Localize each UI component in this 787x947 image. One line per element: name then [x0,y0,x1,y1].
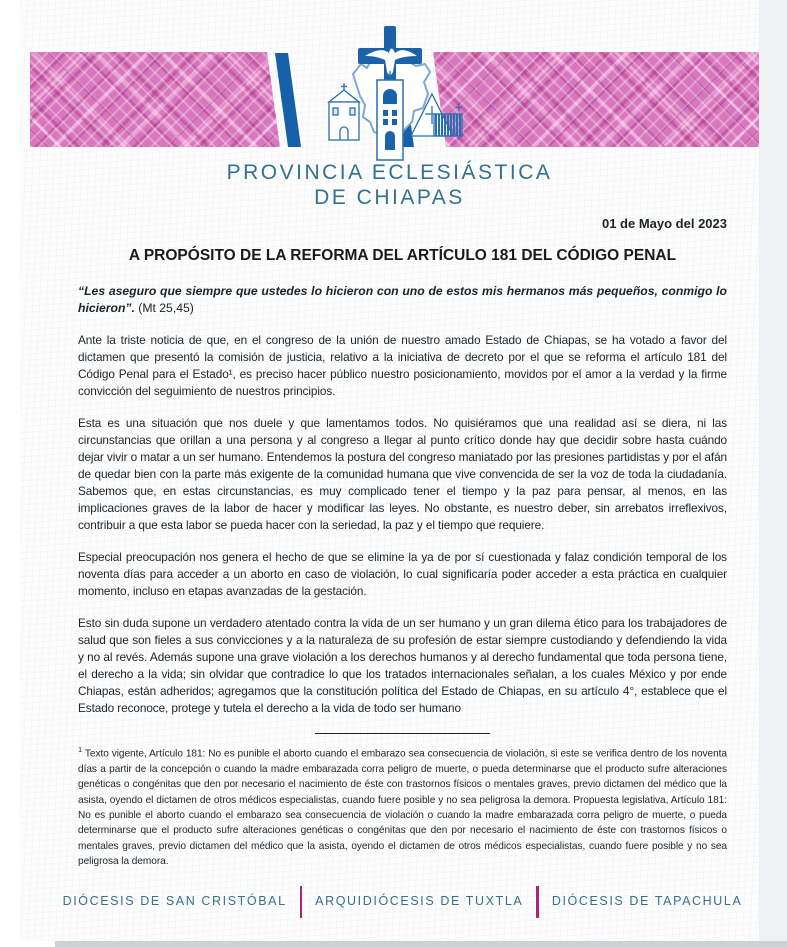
org-name-line2: DE CHIAPAS [314,186,465,209]
org-wordmark [20,160,759,210]
footer-separator-bar [300,886,303,918]
textile-band-left [30,52,280,147]
provincia-eclesiastica-logo [315,22,465,167]
quote-text: “Les aseguro que siempre que ustedes lo hicieron con uno de estos mis hermanos más pequeños, conmigo lo hicieron”. [78,284,727,315]
document-title: A PROPÓSITO DE LA REFORMA DEL ARTÍCULO 181 DEL CÓDIGO PENAL [128,247,677,264]
paragraph-block [78,332,727,717]
body-paragraph-2: Esta es una situación que nos duele y que lamentamos todos. No quisiéramos que una realidad así se diera, ni las circunstancias que orillan a una persona y al congreso a llegar al punto crítico donde hay que decidir sobre hasta cuándo dejar vivir o matar a un ser humano. Entendemos la postura del congreso maniatado por las presiones partidistas y por el afán de quedar bien con la parte más exigente de la comunidad humana que vive convencida de ser la voz de toda la ciudadanía. Sabemos que, en estas circunstancias, es muy complicado tener el tiempo y la paz para pensar, al menos, en las implicaciones graves de la labor de hacer y modificar las leyes. No obstante, es nuestro deber, sin arrebatos irreflexivos, contribuir a que esta labor se pueda hacer con la seriedad, la paz y el tiempo que requiere. [78,416,727,532]
diocese-san-cristobal: DIÓCESIS DE SAN CRISTÓBAL [62,893,287,908]
document-body [62,216,743,918]
body-paragraph-4: Esto sin duda supone un verdadero atentado contra la vida de un ser humano y un gran dilema ético para los trabajadores de salud que son fieles a sus convicciones y a la naturaleza de su profesión de estar siempre custodiando y defendiendo la vida y no al revés. Además supone una grave violación a los derechos humanos y al derecho fundamental que toda persona tiene, el derecho a la vida; sin olvidar que contradice lo que los tratados internacionales señalan, a los cuales México y por ende Chiapas, están adheridos; agregamos que la constitución política del Estado de Chiapas, en su artículo 4°, establece que el Estado reconoce, protege y tutela el derecho a la vida de todo ser humano [78,616,727,715]
scripture-quote [78,283,727,317]
footnote [78,742,727,870]
arquidiocesis-tuxtla: ARQUIDIÓCESIS DE TUXTLA [315,893,524,908]
document-page [20,0,759,941]
footer-separator-bar [536,886,539,918]
footnote-separator [315,733,490,734]
body-paragraph-3: Especial preocupación nos genera el hecho de que se elimine la ya de por sí cuestionada y falaz condición temporal de los noventa días para acceder a un aborto en caso de violación, lo cual significaría poder acceder a esta práctica en cualquier momento, incluso en etapas avanzadas de la gestación. [78,550,727,598]
org-name-line1: PROVINCIA ECLESIÁSTICA [226,161,553,184]
tower-icon [377,71,403,160]
document-date: 01 de Mayo del 2023 [601,216,727,231]
blue-accent-bar-left [275,53,301,147]
quote-citation: (Mt 25,45) [138,301,194,315]
diocese-tapachula: DIÓCESIS DE TAPACHULA [551,893,743,908]
page-right-gutter [759,0,787,947]
footnote-text: Texto vigente, Artículo 181: No es punible el aborto cuando el embarazo sea consecuencia de violación, si este se verifica dentro de los noventa días a partir de la concepción o cuando la madre embarazada corra peligro de muerte, o pueda determinarse que el producto sufre alteraciones genéticas o congénitas que den por necesario el nacimiento de éste con trastornos físicos o mentales graves, previo dictamen del médico que la asista, oyendo el dictamen de otros médicos especialistas, cuando fuere posible y no sea peligrosa la demora. Propuesta legislativa, Artículo 181: No es punible el aborto cuando el embarazo sea consecuencia de violación o cuando la madre embarazada corra peligro de muerte, o pueda determinarse que el producto sufre alteraciones genéticas o congénitas que den por necesario el nacimiento de éste con trastornos físicos o mentales graves, previo dictamen del médico que la asista, oyendo el dictamen de otros médicos especialistas, cuando fuere posible y no sea peligrosa la demora. [78,748,727,868]
page-bottom-edge [55,941,787,947]
textile-band-right [420,52,759,147]
body-paragraph-1: Ante la triste noticia de que, en el congreso de la unión de nuestro amado Estado de Chiapas, se ha votado a favor del dictamen que presentó la comisión de justicia, relativo a la iniciativa de decreto por el que se reforma el artículo 181 del Código Penal para el Estado¹, es preciso hacer público nuestro posicionamiento, movidos por el amor a la verdad y la firme convicción del seguimiento de nuestros principios. [78,333,727,398]
cathedral-icon [329,83,359,140]
dioceses-footer [62,886,743,918]
footnote-marker: 1 [78,745,83,754]
document-header [20,0,759,212]
